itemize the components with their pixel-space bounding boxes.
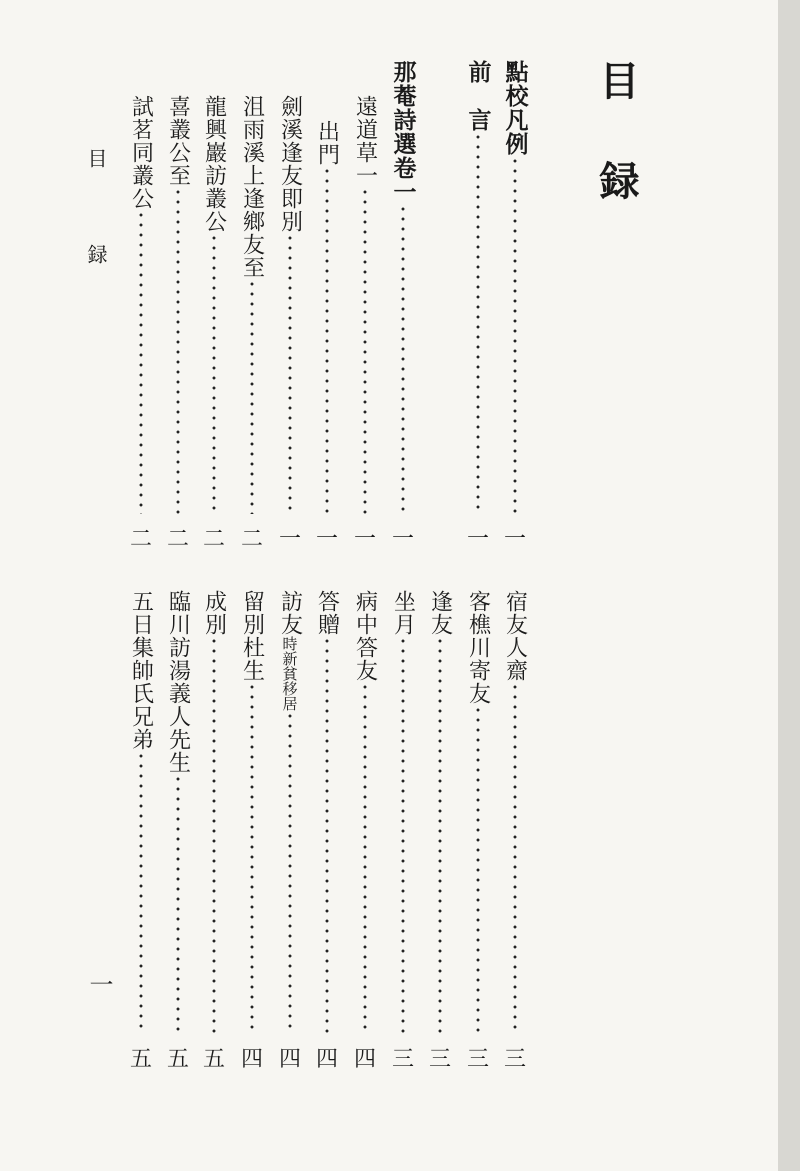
page-ref: 四: [316, 1047, 339, 1072]
entry-title: 宿友人齋: [502, 590, 528, 682]
leader-dots: [513, 682, 517, 1034]
leader-dots: [325, 166, 329, 514]
toc-entry: [350, 590, 380, 1034]
toc-entry: [312, 120, 342, 514]
leader-dots: [250, 682, 254, 1034]
entry-title: 坐月: [390, 590, 416, 636]
page-ref: 四: [241, 1047, 264, 1072]
page-ref: 一: [354, 527, 377, 552]
leader-dots: [476, 132, 480, 514]
entry-title: 成別: [201, 590, 227, 636]
leader-dots: [363, 682, 367, 1034]
entry-title: 客樵川寄友: [465, 590, 491, 705]
entry-title: 答贈: [314, 590, 340, 636]
leader-dots: [176, 774, 180, 1034]
toc-entry: [275, 95, 305, 514]
toc-entry: [350, 95, 380, 514]
toc-entry: [126, 95, 156, 514]
page-ref: 四: [279, 1047, 302, 1072]
leader-dots: [325, 636, 329, 1034]
entry-title: 病中答友: [352, 590, 378, 682]
entry-title: 訪友: [277, 590, 303, 636]
page-ref: 三: [429, 1047, 452, 1072]
leader-dots: [139, 751, 143, 1034]
entry-title: 喜叢公至: [165, 95, 191, 187]
page-ref: 一: [316, 527, 339, 552]
entry-title: 試茗同叢公: [128, 95, 154, 210]
page-ref: 五: [167, 1047, 190, 1072]
entry-title: 前 言: [464, 60, 492, 132]
toc-entry: [463, 60, 493, 514]
page-number: 一: [85, 972, 113, 996]
leader-dots: [288, 711, 292, 1034]
leader-dots: [401, 636, 405, 1034]
leader-dots: [363, 187, 367, 514]
page-ref: 三: [467, 1047, 490, 1072]
toc-entry: [275, 590, 305, 1034]
leader-dots: [212, 233, 216, 514]
leader-dots: [513, 156, 517, 514]
toc-entry: [199, 95, 229, 514]
leader-dots: [212, 636, 216, 1034]
leader-dots: [401, 204, 405, 514]
toc-entry: [126, 590, 156, 1034]
toc-entry: [463, 590, 493, 1034]
entry-title: 留別杜生: [239, 590, 265, 682]
leader-dots: [250, 279, 254, 514]
toc-entry: [500, 590, 530, 1034]
page-ref: 五: [130, 1047, 153, 1072]
toc-entry: [388, 590, 418, 1034]
page-edge: [778, 0, 800, 1171]
toc-entry: [237, 590, 267, 1034]
running-head: 目 録: [84, 148, 108, 292]
entry-title: 遠道草一: [352, 95, 378, 187]
page-ref: 五: [203, 1047, 226, 1072]
entry-title: 逢友: [427, 590, 453, 636]
entry-note: 時新貧移居: [280, 636, 299, 711]
toc-entry: [312, 590, 342, 1034]
entry-title: 臨川訪湯義人先生: [165, 590, 191, 774]
toc-entry: [500, 60, 530, 514]
leader-dots: [438, 636, 442, 1034]
toc-entry: [199, 590, 229, 1034]
entry-title: 五日集帥氏兄弟: [128, 590, 154, 751]
page-ref: 二: [167, 527, 190, 552]
toc-entry: [388, 60, 418, 514]
page-ref: 三: [392, 1047, 415, 1072]
page-ref: 一: [279, 527, 302, 552]
entry-title: 出門: [314, 120, 340, 166]
page-ref: 一: [504, 527, 527, 552]
toc-entry: [163, 95, 193, 514]
page-title: 目録: [593, 60, 640, 260]
entry-title: 那菴詩選卷一: [389, 60, 417, 204]
page-ref: 三: [504, 1047, 527, 1072]
toc-entry: [237, 95, 267, 514]
page-ref: 一: [467, 527, 490, 552]
page-ref: 二: [203, 527, 226, 552]
page-ref: 一: [392, 527, 415, 552]
page-ref: 二: [241, 527, 264, 552]
page-ref: 二: [130, 527, 153, 552]
entry-title: 沮雨溪上逢鄉友至: [239, 95, 265, 279]
entry-title: 劍溪逢友即別: [277, 95, 303, 233]
leader-dots: [139, 210, 143, 514]
toc-entry: [425, 590, 455, 1034]
entry-title: 點校凡例: [501, 60, 529, 156]
leader-dots: [288, 233, 292, 514]
leader-dots: [176, 187, 180, 514]
page-ref: 四: [354, 1047, 377, 1072]
toc-entry: [163, 590, 193, 1034]
leader-dots: [476, 705, 480, 1034]
entry-title: 龍興巖訪叢公: [201, 95, 227, 233]
